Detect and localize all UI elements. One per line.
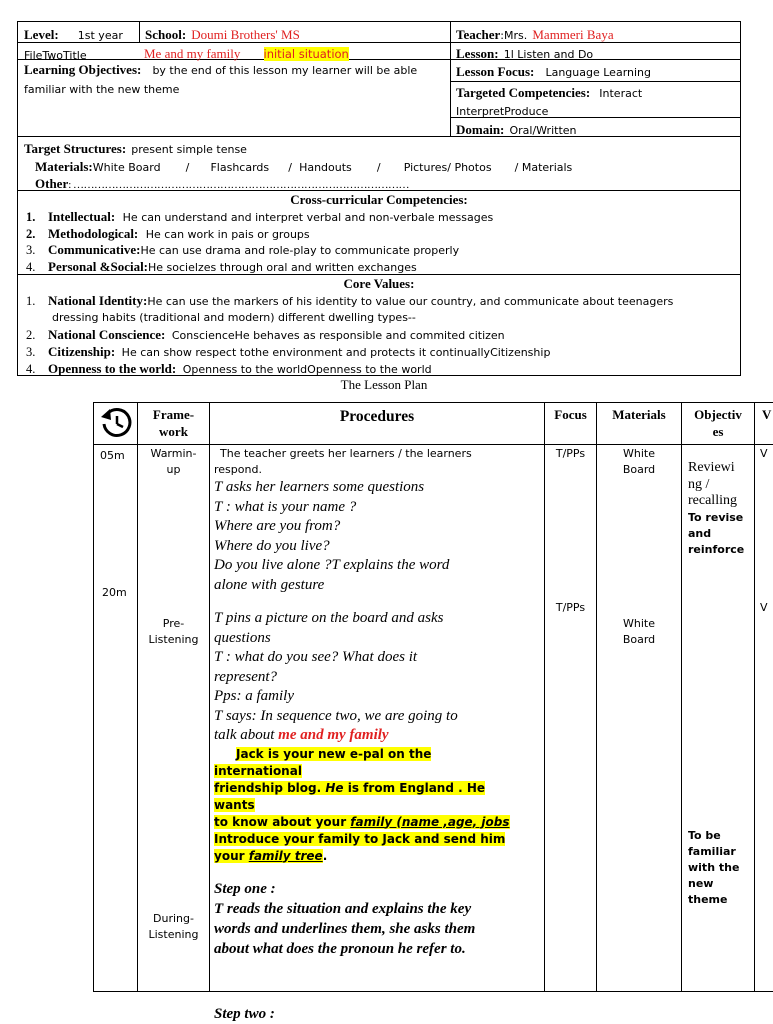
material-item: Flashcards: [210, 161, 270, 174]
core-value-item: 4. Openness to the world: Openness to the worldOpenness to the world: [26, 361, 432, 376]
material-item: White Board: [92, 161, 161, 174]
core-value-item: 2. National Conscience: ConscienceHe behaves as responsible and commited citizen: [26, 327, 505, 342]
cross-curricular-section: [18, 191, 740, 274]
header-divider: [94, 444, 773, 445]
competencies-label: Targeted Competencies:: [456, 85, 591, 100]
situation-box: Jack is your new e-pal on the international friendship blog. He is from England . He wants to know about your family (name ,age, jobs Introduce your family to Jack and send him your family tree.: [214, 746, 510, 863]
file-title-label: FileTwoTitle: [24, 49, 87, 62]
column-divider: [209, 403, 210, 991]
objectives-field: [24, 60, 444, 98]
domain-field: [456, 119, 577, 138]
lesson-plan-caption: The Lesson Plan: [340, 377, 428, 392]
competency-item: 4. Personal &Social:He socielzes through oral and written exchanges: [26, 259, 417, 274]
column-divider: [596, 403, 597, 991]
extra-mark: V: [760, 601, 768, 614]
extra-mark: V: [760, 447, 768, 460]
materials-prelistening: White Board: [622, 617, 656, 646]
objectives-header: Objectiv es: [694, 407, 742, 439]
step-one-line: words and underlines them, she asks them: [214, 920, 476, 937]
school-label: School: [145, 27, 182, 42]
column-divider: [544, 403, 545, 991]
procedures-header: Procedures: [339, 408, 415, 425]
objectives-value: by the end of this lesson my learner will be able familiar with the new theme: [24, 64, 418, 96]
core-values-section: [18, 275, 740, 375]
school-field: School: Doumi Brothers' MS: [145, 27, 300, 42]
competencies-field: [456, 84, 642, 120]
lesson-value: 1l Listen and Do: [503, 48, 594, 61]
core-values-title: Core Values:: [343, 276, 415, 291]
material-separator: /: [288, 161, 292, 174]
prelistening-line: T says: In sequence two, we are going to: [214, 707, 458, 724]
warmup-question: alone with gesture: [214, 576, 325, 593]
step-one-title: Step one :: [214, 880, 276, 897]
other-field: [35, 173, 409, 192]
material-item: Handouts: [299, 161, 352, 174]
objective-review: Reviewi ng / recalling To revise and reinforce: [688, 460, 745, 556]
time-prelistening: 20m: [102, 586, 127, 599]
time-warmup: 05m: [100, 449, 125, 462]
extra-header: V: [762, 407, 772, 422]
teacher-field: Teacher:Mrs. Mammeri Baya: [456, 27, 614, 42]
stage-warmup: Warmin- up: [150, 447, 197, 476]
competency-item: 3. Communicative:He can use drama and role-play to communicate properly: [26, 242, 460, 257]
row-divider: [450, 81, 740, 82]
focus-prelistening: T/PPs: [555, 601, 586, 614]
warmup-question: Where do you live?: [214, 537, 330, 554]
level-label: Level: [24, 27, 55, 42]
level-value: 1st year: [77, 29, 123, 42]
material-separator: /: [185, 161, 190, 174]
teacher-label: Teacher: [456, 27, 501, 42]
objective-familiar: To be familiar with the new theme: [688, 829, 740, 906]
warmup-question: T asks her learners some questions: [214, 479, 425, 495]
lesson-label: Lesson: [456, 46, 495, 61]
domain-label: Domain:: [456, 122, 505, 137]
focus-label: Lesson Focus:: [456, 64, 535, 79]
focus-warmup: T/PPs: [555, 447, 586, 460]
framework-header: Frame- work: [152, 407, 195, 439]
prelistening-line: questions: [214, 629, 271, 646]
stage-prelistening: Pre- Listening: [148, 617, 199, 646]
material-item: Pictures/ Photos: [403, 161, 492, 174]
prelistening-line: T : what do you see? What does it: [214, 649, 418, 665]
prelistening-line: Pps: a family: [214, 688, 294, 704]
prelistening-line: T pins a picture on the board and asks: [214, 610, 444, 626]
materials-warmup: White Board: [622, 447, 656, 476]
prelistening-line: represent?: [214, 668, 278, 685]
competency-item: 2. Methodological: He can work in pais or groups: [26, 226, 310, 241]
domain-value: Oral/Written: [509, 124, 577, 137]
stage-duringlistening: During- Listening: [148, 912, 199, 941]
step-one-line: T reads the situation and explains the key: [214, 900, 472, 917]
core-value-item: 3. Citizenship: He can show respect tothe environment and protects it continuallyCitizenship: [26, 344, 551, 359]
procedures-content: [214, 446, 542, 1024]
row-divider: [18, 136, 740, 137]
warmup-question: Where are you from?: [214, 518, 341, 534]
column-divider: [754, 403, 755, 991]
level-field: Level: 1st year: [24, 27, 123, 42]
time-clock-icon: [98, 407, 134, 441]
column-divider: [450, 22, 451, 136]
teacher-value: Mammeri Baya: [532, 27, 614, 42]
focus-header: Focus: [554, 407, 587, 422]
material-separator: /: [376, 161, 381, 174]
lesson-field: Lesson: 1l Listen and Do: [456, 46, 594, 61]
structures-value: present simple tense: [131, 143, 247, 156]
warmup-question: Do you live alone ?T explains the word: [214, 557, 450, 573]
cross-curricular-title: Cross-curricular Competencies:: [290, 192, 468, 207]
core-value-item: 1. National Identity:He can use the markers of his identity to value our country, and communicate about teenagers dressing habits (traditional and modern) different dwelling types--: [26, 293, 674, 324]
focus-field: [456, 61, 651, 80]
step-one-line: about what does the pronoun he refer to.: [214, 940, 466, 957]
objectives-label: Learning Objectives:: [24, 62, 142, 77]
structures-label: Target Structures:: [24, 141, 127, 156]
greet-line: The teacher greets her learners / the learners: [220, 447, 472, 460]
material-item: / Materials: [514, 161, 573, 174]
column-divider: [681, 403, 682, 991]
file-title-value: Me and my family: [144, 46, 241, 61]
materials-label: Materials:: [35, 159, 93, 174]
competencies-value-2: InterpretProduce: [456, 105, 549, 118]
lesson-header-table: [17, 21, 741, 376]
sequence-title: me and my family: [278, 727, 389, 743]
school-value: Doumi Brothers' MS: [191, 27, 300, 42]
lesson-plan-table: [93, 402, 773, 1022]
other-dots: : ……………………………………………………………………………………: [68, 179, 410, 191]
row-divider: [18, 42, 740, 43]
competency-item: 1. Intellectual: He can understand and interpret verbal and non-verbale messages: [26, 209, 494, 224]
greet-line: respond.: [214, 463, 262, 476]
materials-header: Materials: [612, 407, 666, 422]
teacher-prefix: Mrs.: [504, 29, 528, 42]
column-divider: [137, 403, 138, 991]
structures-field: [24, 138, 247, 157]
competencies-value-1: Interact: [599, 87, 643, 100]
other-label: Other: [35, 176, 69, 191]
column-divider: [139, 22, 140, 42]
warmup-question: T : what is your name ?: [214, 498, 357, 515]
situation-label: initial situation: [263, 47, 349, 61]
step-two-title: Step two :: [214, 1005, 275, 1022]
focus-value: Language Learning: [545, 66, 652, 79]
prelistening-line: talk about me and my family: [214, 727, 389, 743]
